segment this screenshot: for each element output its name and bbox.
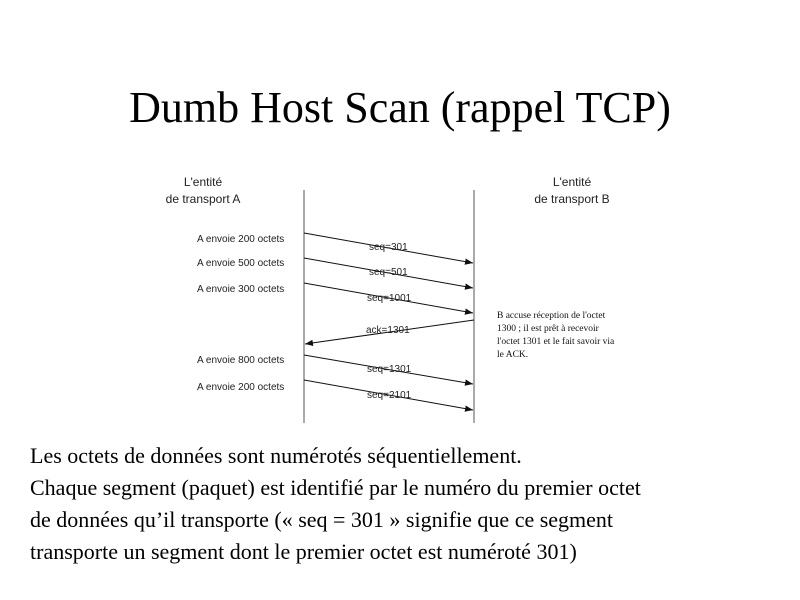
- message-label-5: seq=1301: [367, 364, 412, 375]
- ack-note-line1: B accuse réception de l'octet: [497, 311, 606, 321]
- explanation-line: Les octets de données sont numérotés séquentiellement.: [30, 443, 522, 468]
- ack-note-line4: le ACK.: [497, 350, 529, 360]
- ack-note-line2: 1300 ; il est prêt à recevoir: [497, 324, 599, 334]
- event-label-3: A envoie 300 octets: [197, 284, 285, 295]
- message-label-2: seq=501: [369, 267, 408, 278]
- event-label-5: A envoie 200 octets: [197, 382, 285, 393]
- entity-a-header-line2: de transport A: [165, 192, 241, 206]
- message-label-3: seq=1001: [367, 293, 412, 304]
- entity-b-header-line1: L'entité: [552, 175, 592, 189]
- slide-title: Dumb Host Scan (rappel TCP): [129, 83, 671, 132]
- explanation-line: Chaque segment (paquet) est identifié par le numéro du premier octet: [30, 475, 641, 500]
- explanation-text: [30, 440, 790, 568]
- message-label-6: seq=2101: [367, 390, 412, 401]
- event-label-1: A envoie 200 octets: [197, 234, 285, 245]
- explanation-line: transporte un segment dont le premier octet est numéroté 301): [30, 539, 577, 564]
- message-label-4: ack=1301: [366, 325, 410, 336]
- entity-b-header-line2: de transport B: [534, 192, 610, 206]
- explanation-line: de données qu’il transporte (« seq = 301 » signifie que ce segment: [30, 507, 614, 532]
- entity-a-header-line1: L'entité: [183, 175, 223, 189]
- ack-note-line3: l'octet 1301 et le fait savoir via: [497, 337, 615, 347]
- message-label-1: seq=301: [369, 242, 408, 253]
- event-label-4: A envoie 800 octets: [197, 355, 285, 366]
- event-label-2: A envoie 500 octets: [197, 258, 285, 269]
